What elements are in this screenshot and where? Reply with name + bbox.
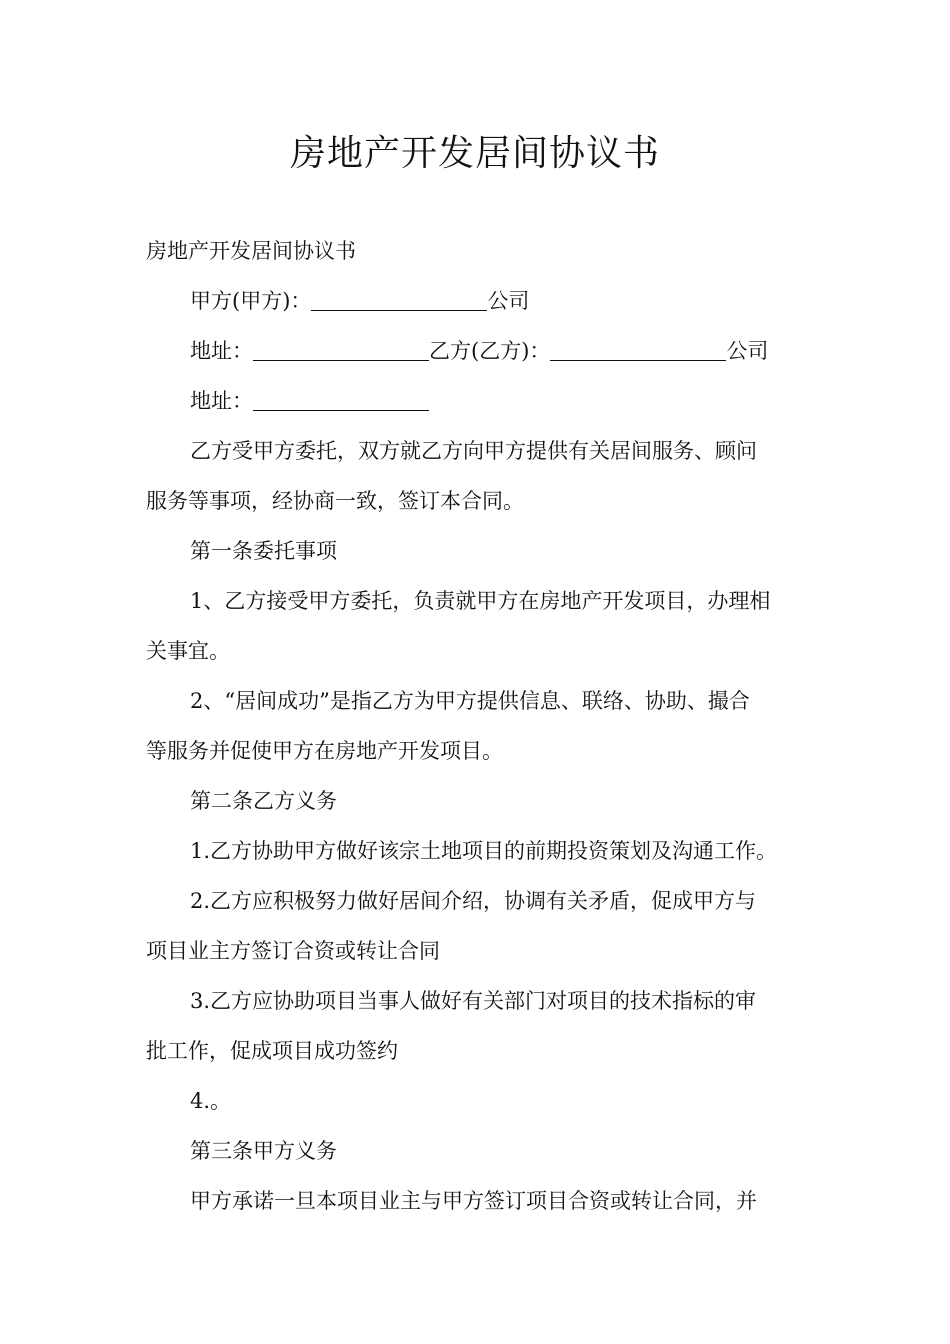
document-title: 房地产开发居间协议书 <box>289 133 660 174</box>
article-2-item-2-line-1: 2.乙方应积极努力做好居间介绍，协调有关矛盾，促成甲方与 <box>190 889 757 913</box>
article-2-item-1: 1.乙方协助甲方做好该宗土地项目的前期投资策划及沟通工作。 <box>190 839 778 863</box>
party-a-suffix: 公司 <box>487 289 530 313</box>
address-party-b-line <box>146 326 810 376</box>
address-line-2 <box>146 376 810 426</box>
article-3-heading: 第三条甲方义务 <box>190 1139 337 1163</box>
document-body <box>146 226 810 1226</box>
article-1-heading: 第一条委托事项 <box>190 539 337 563</box>
intro-line-2: 服务等事项，经协商一致，签订本合同。 <box>146 489 524 513</box>
party-a-label: 甲方(甲方)： <box>190 289 312 313</box>
article-1-item-1-line-1: 1、乙方接受甲方委托，负责就甲方在房地产开发项目，办理相 <box>190 589 771 613</box>
party-b-label: 乙方(乙方)： <box>429 339 551 363</box>
document-subtitle: 房地产开发居间协议书 <box>146 239 356 263</box>
article-2-item-3-line-2: 批工作，促成项目成功签约 <box>146 1039 398 1063</box>
address-label: 地址： <box>190 339 253 363</box>
article-2-item-2-line-2: 项目业主方签订合资或转让合同 <box>146 939 440 963</box>
article-2-heading: 第二条乙方义务 <box>190 789 337 813</box>
party-a-line <box>146 276 810 326</box>
party-a-name-blank <box>311 290 487 311</box>
intro-line-1: 乙方受甲方委托，双方就乙方向甲方提供有关居间服务、顾问 <box>190 439 757 463</box>
address-label-2: 地址： <box>190 389 253 413</box>
party-b-suffix: 公司 <box>726 339 769 363</box>
article-1-item-2-line-2: 等服务并促使甲方在房地产开发项目。 <box>146 739 503 763</box>
address-blank <box>253 340 429 361</box>
article-1-item-2-line-1: 2、“居间成功”是指乙方为甲方提供信息、联络、协助、撮合 <box>190 689 750 713</box>
article-3-text-line-1: 甲方承诺一旦本项目业主与甲方签订项目合资或转让合同，并 <box>190 1189 757 1213</box>
article-2-item-4: 4.。 <box>190 1089 232 1113</box>
address-blank-2 <box>253 390 429 411</box>
article-2-item-3-line-1: 3.乙方应协助项目当事人做好有关部门对项目的技术指标的审 <box>190 989 757 1013</box>
party-b-name-blank <box>550 340 726 361</box>
article-1-item-1-line-2: 关事宜。 <box>146 639 230 663</box>
